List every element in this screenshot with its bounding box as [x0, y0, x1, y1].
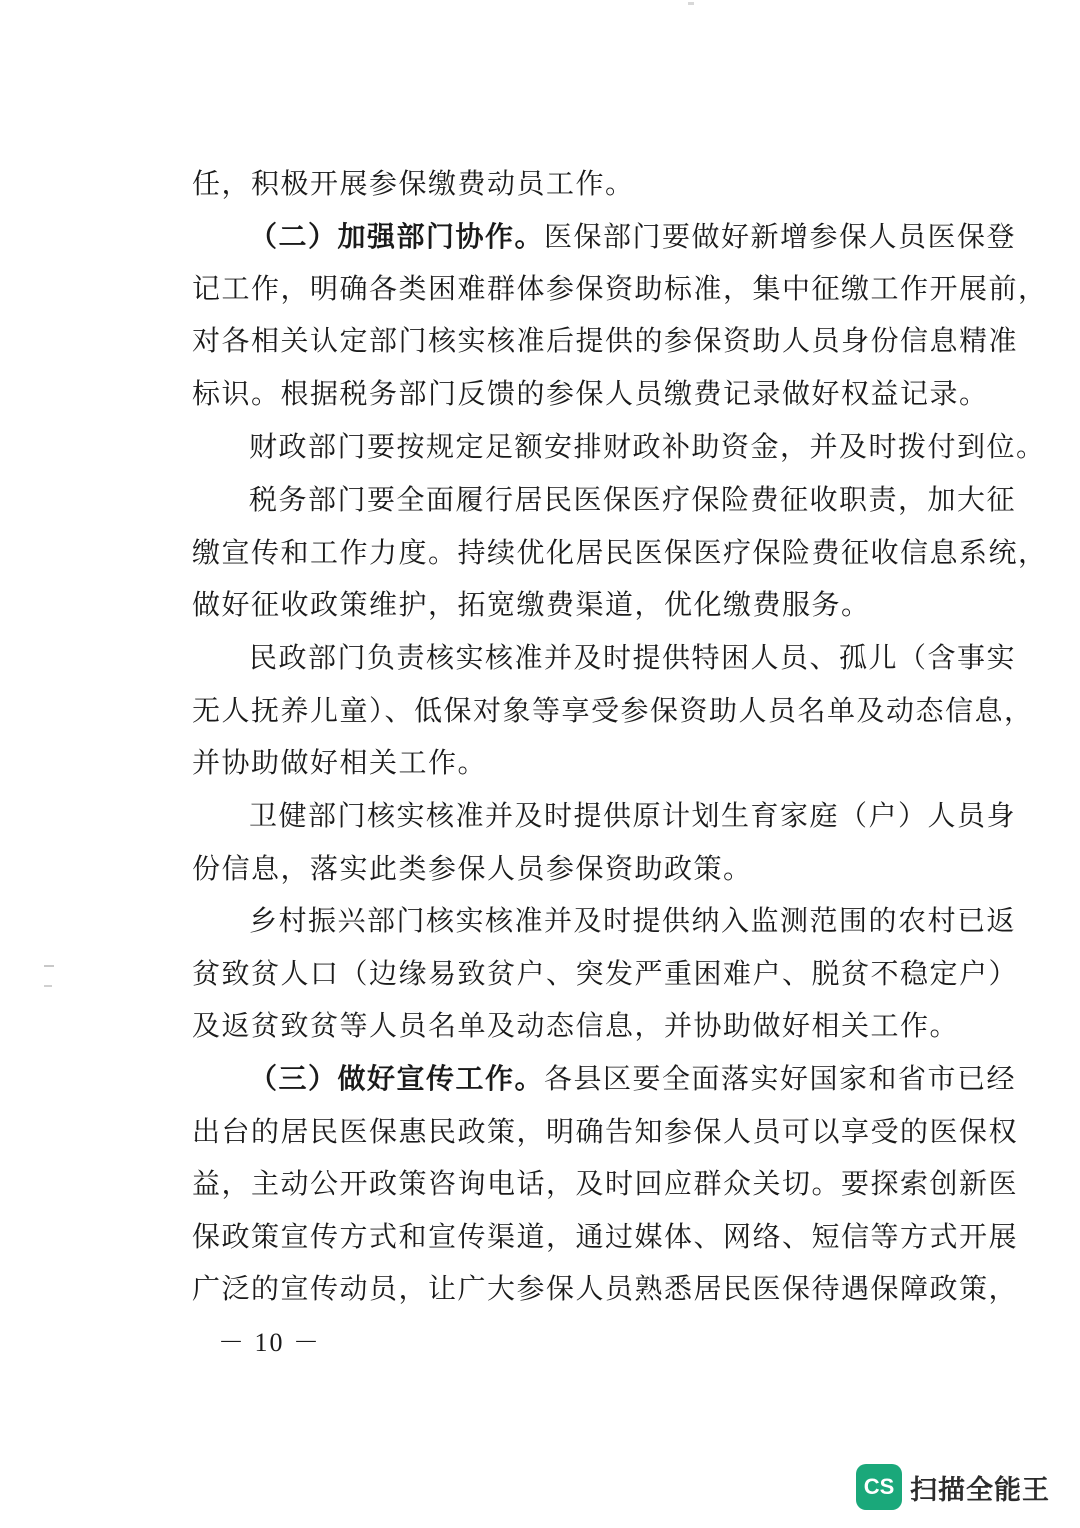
text-line: 标识。根据税务部门反馈的参保人员缴费记录做好权益记录。 — [192, 377, 989, 410]
text-line: 出台的居民医保惠民政策，明确告知参保人员可以享受的医保权 — [192, 1115, 1019, 1148]
section-heading-line — [249, 1059, 1017, 1099]
scan-mark — [44, 965, 54, 967]
text-line: 贫致贫人口（边缘易致贫户、突发严重困难户、脱贫不稳定户） — [192, 957, 1019, 990]
section-heading: （二）加强部门协作。 — [249, 220, 545, 253]
camscanner-watermark — [856, 1462, 1050, 1512]
text-line: 无人抚养儿童）、低保对象等享受参保资助人员名单及动态信息， — [192, 694, 1034, 727]
text-line: 卫健部门核实核准并及时提供原计划生育家庭（户）人员身 — [249, 799, 1017, 832]
text-line: 任，积极开展参保缴费动员工作。 — [192, 167, 635, 200]
text-line: 对各相关认定部门核实核准后提供的参保资助人员身份信息精准 — [192, 324, 1019, 357]
text-line: 医保部门要做好新增参保人员医保登 — [544, 220, 1017, 253]
text-line: 缴宣传和工作力度。持续优化居民医保医疗保险费征收信息系统， — [192, 536, 1048, 569]
text-line: 税务部门要全面履行居民医保医疗保险费征收职责，加大征 — [249, 483, 1017, 516]
text-line: 记工作，明确各类困难群体参保资助标准，集中征缴工作开展前， — [192, 272, 1048, 305]
text-line: 份信息，落实此类参保人员参保资助政策。 — [192, 852, 753, 885]
scan-speck — [688, 2, 694, 5]
text-line: 财政部门要按规定足额安排财政补助资金，并及时拨付到位。 — [249, 430, 1046, 463]
section-heading: （三）做好宣传工作。 — [249, 1062, 545, 1095]
section-heading-line — [249, 217, 1017, 257]
text-line: 广泛的宣传动员，让广大参保人员熟悉居民医保待遇保障政策， — [192, 1272, 1019, 1305]
text-line: 乡村振兴部门核实核准并及时提供纳入监测范围的农村已返 — [249, 904, 1017, 937]
text-line: 并协助做好相关工作。 — [192, 746, 488, 779]
text-line: 保政策宣传方式和宣传渠道，通过媒体、网络、短信等方式开展 — [192, 1220, 1019, 1253]
page-number: － 10 － — [218, 1328, 322, 1357]
text-line: 做好征收政策维护，拓宽缴费渠道，优化缴费服务。 — [192, 588, 871, 621]
text-line: 民政部门负责核实核准并及时提供特困人员、孤儿（含事实 — [249, 641, 1017, 674]
scan-mark — [44, 985, 52, 987]
text-line: 各县区要全面落实好国家和省市已经 — [544, 1062, 1017, 1095]
watermark-app-name: 扫描全能王 — [910, 1474, 1050, 1506]
camscanner-logo-icon: CS — [856, 1464, 902, 1510]
text-line: 益，主动公开政策咨询电话，及时回应群众关切。要探索创新医 — [192, 1167, 1019, 1200]
text-line: 及返贫致贫等人员名单及动态信息，并协助做好相关工作。 — [192, 1009, 960, 1042]
